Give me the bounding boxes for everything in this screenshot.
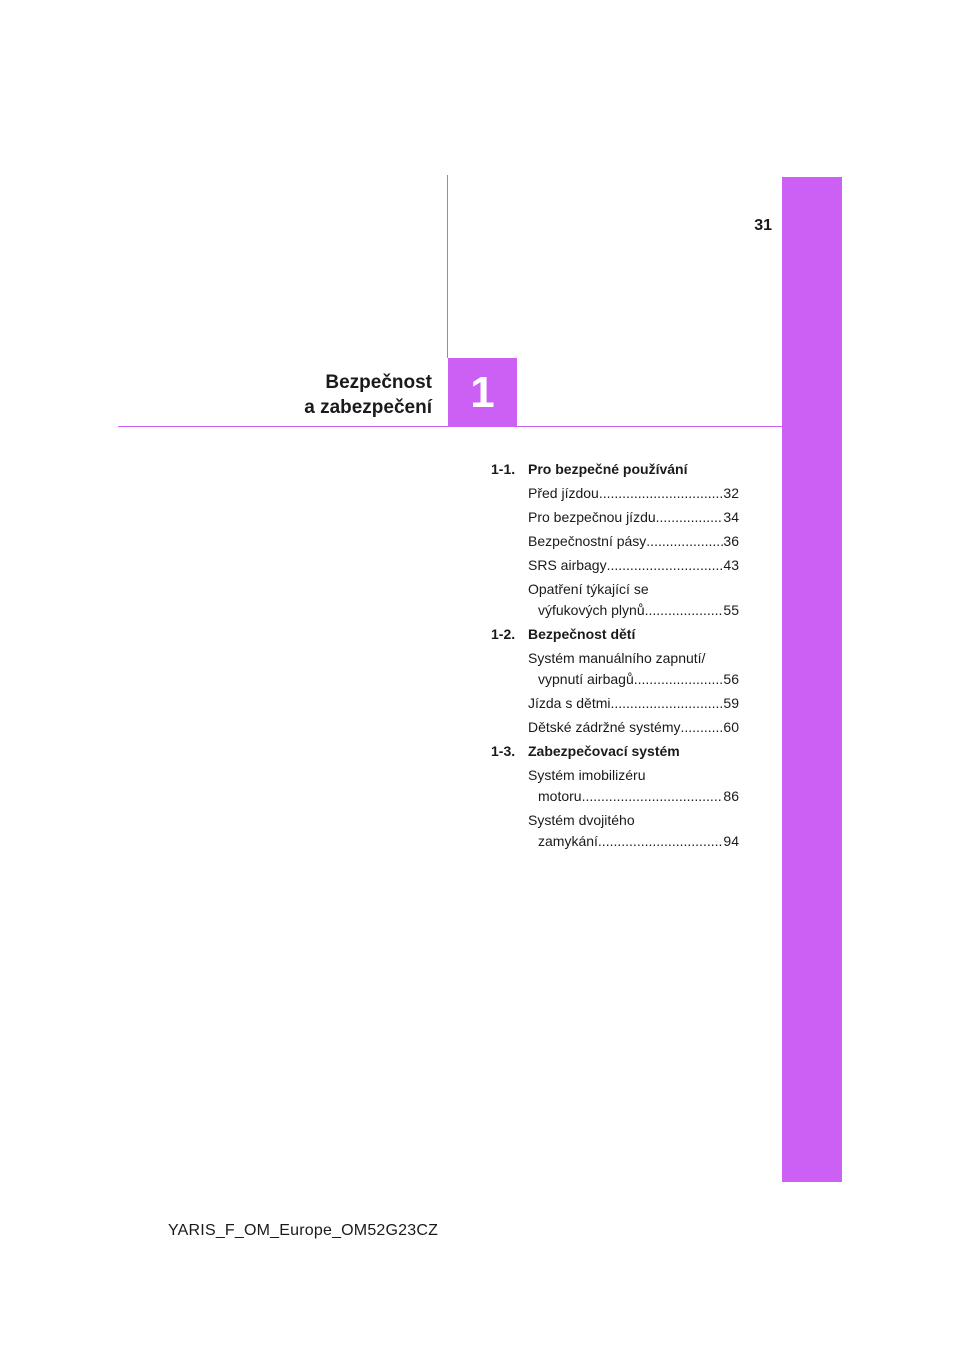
toc-section bbox=[491, 741, 739, 852]
toc-section-heading[interactable] bbox=[491, 459, 739, 480]
toc-page-number: 86 bbox=[723, 788, 739, 804]
toc-section-heading[interactable] bbox=[491, 741, 739, 762]
toc-entry-line bbox=[528, 507, 739, 528]
chapter-side-tab bbox=[782, 177, 842, 1182]
toc-entry-text: Systém manuálního zapnutí/ bbox=[528, 650, 706, 666]
toc-entry-text: vypnutí airbagů bbox=[538, 671, 634, 687]
toc-entry-line bbox=[528, 531, 739, 552]
toc-section bbox=[491, 624, 739, 738]
toc-page-number: 55 bbox=[723, 602, 739, 618]
toc-dot-leader bbox=[610, 693, 723, 714]
toc-entry-text: Pro bezpečnou jízdu bbox=[528, 509, 656, 525]
toc-page-number: 59 bbox=[723, 695, 739, 711]
toc-entry-line bbox=[528, 810, 739, 831]
toc-page-number: 94 bbox=[723, 833, 739, 849]
toc-entry-line bbox=[528, 717, 739, 738]
toc-entry[interactable] bbox=[528, 810, 739, 852]
toc-page-number: 56 bbox=[723, 671, 739, 687]
toc-dot-leader bbox=[582, 786, 724, 807]
toc-entry-text: Před jízdou bbox=[528, 485, 599, 501]
toc-page-number: 34 bbox=[723, 509, 739, 525]
toc-section bbox=[491, 459, 739, 621]
toc-dot-leader bbox=[645, 600, 724, 621]
toc-section-title: Bezpečnost dětí bbox=[528, 626, 636, 642]
document-code: YARIS_F_OM_Europe_OM52G23CZ bbox=[168, 1222, 439, 1239]
toc-entry-text: Opatření týkající se bbox=[528, 581, 649, 597]
chapter-title-line-1: Bezpečnost bbox=[325, 372, 432, 393]
toc-dot-leader bbox=[598, 831, 724, 852]
toc-entry[interactable] bbox=[528, 483, 739, 504]
toc-entry[interactable] bbox=[528, 507, 739, 528]
toc-dot-leader bbox=[634, 669, 724, 690]
toc-entry-text: motoru bbox=[538, 788, 582, 804]
toc-entry-line bbox=[528, 669, 739, 690]
toc-entry-line bbox=[528, 579, 739, 600]
toc-entry-text: SRS airbagy bbox=[528, 557, 607, 573]
toc-entry[interactable] bbox=[528, 648, 739, 690]
toc-dot-leader bbox=[656, 507, 724, 528]
toc-section-title: Zabezpečovací systém bbox=[528, 743, 680, 759]
toc-section-number: 1-3. bbox=[491, 743, 516, 759]
toc-entry[interactable] bbox=[528, 531, 739, 552]
chapter-title-line-2: a zabezpečení bbox=[304, 397, 432, 418]
toc-page-number: 43 bbox=[723, 557, 739, 573]
vertical-divider bbox=[447, 175, 448, 358]
toc-dot-leader bbox=[646, 531, 723, 552]
toc-entry-text: výfukových plynů bbox=[538, 602, 645, 618]
toc-dot-leader bbox=[681, 717, 724, 738]
toc-entry-line bbox=[528, 831, 739, 852]
toc-entry[interactable] bbox=[528, 765, 739, 807]
toc-entry-line bbox=[528, 765, 739, 786]
chapter-title bbox=[200, 370, 432, 420]
toc-entry[interactable] bbox=[528, 693, 739, 714]
toc-section-number: 1-1. bbox=[491, 461, 516, 477]
toc-entry-line bbox=[528, 648, 739, 669]
toc-entry-text: Dětské zádržné systémy bbox=[528, 719, 681, 735]
toc-page-number: 36 bbox=[723, 533, 739, 549]
toc-entry[interactable] bbox=[528, 555, 739, 576]
toc-entry[interactable] bbox=[528, 717, 739, 738]
toc-entry-line bbox=[528, 600, 739, 621]
toc-dot-leader bbox=[607, 555, 724, 576]
toc-entry-text: Jízda s dětmi bbox=[528, 695, 611, 711]
toc-entry-line bbox=[528, 483, 739, 504]
page-number: 31 bbox=[754, 217, 772, 234]
toc-dot-leader bbox=[599, 483, 724, 504]
toc-entry-line bbox=[528, 555, 739, 576]
toc-section-title: Pro bezpečné používání bbox=[528, 461, 688, 477]
toc-entry-text: Systém dvojitého bbox=[528, 812, 635, 828]
toc-section-number: 1-2. bbox=[491, 626, 516, 642]
chapter-number-box: 1 bbox=[448, 358, 517, 427]
toc-entry-text: Systém imobilizéru bbox=[528, 767, 646, 783]
toc-entry-text: Bezpečnostní pásy bbox=[528, 533, 647, 549]
toc-entry-line bbox=[528, 786, 739, 807]
table-of-contents bbox=[491, 459, 739, 855]
toc-entry-text: zamykání bbox=[538, 833, 598, 849]
toc-entry[interactable] bbox=[528, 579, 739, 621]
toc-page-number: 32 bbox=[723, 485, 739, 501]
toc-entry-line bbox=[528, 693, 739, 714]
toc-section-heading[interactable] bbox=[491, 624, 739, 645]
toc-page-number: 60 bbox=[723, 719, 739, 735]
